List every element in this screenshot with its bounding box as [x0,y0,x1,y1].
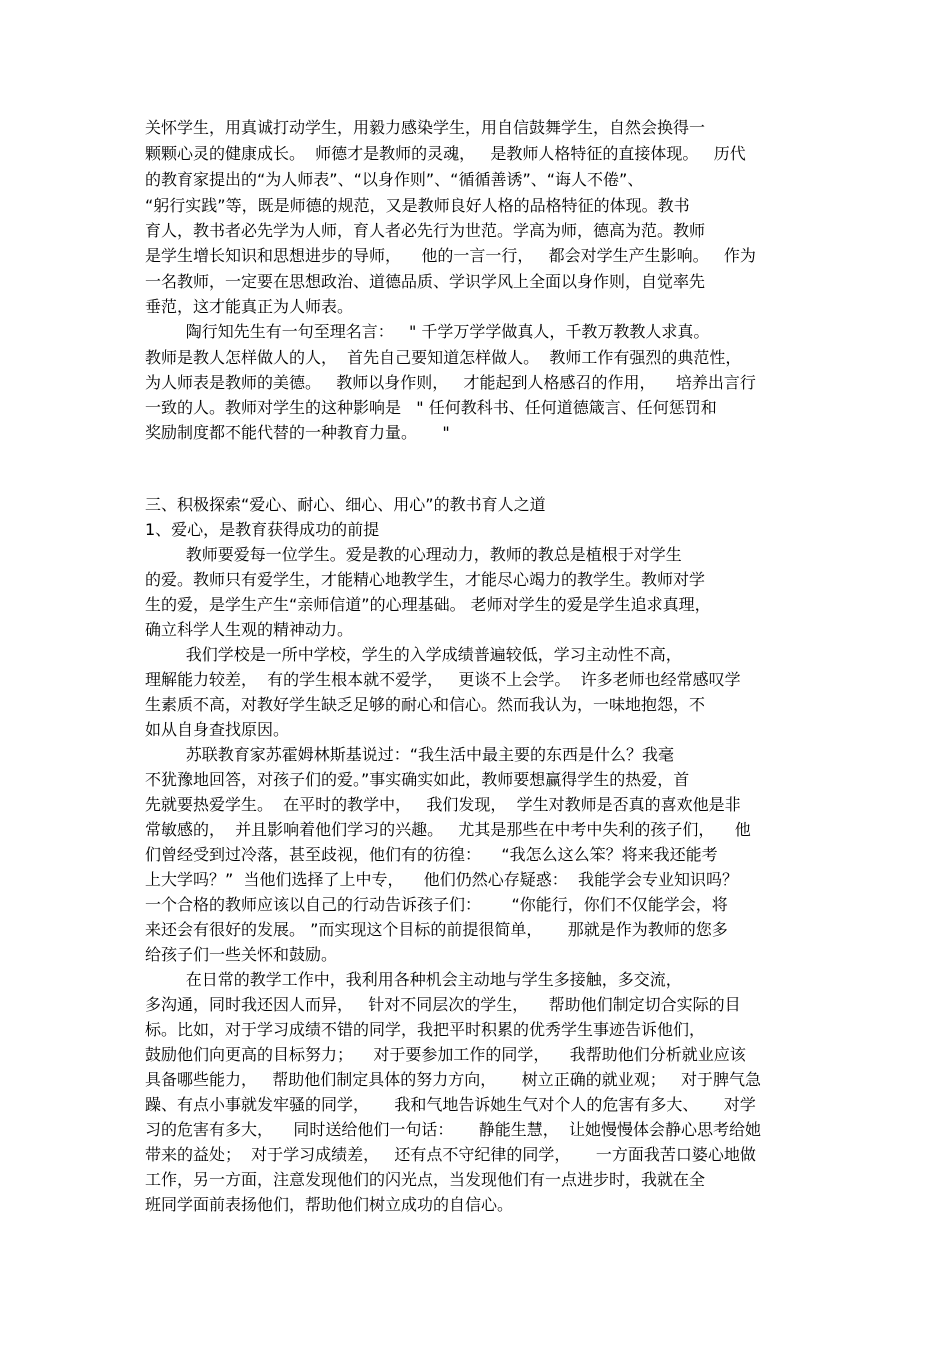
text-line: 不犹豫地回答，对孩子们的爱。”事实确实如此，教师要想赢得学生的热爱，首 [145,770,690,789]
text-line: 的爱。教师只有爱学生，才能精心地教学生，才能尽心竭力的教学生。教师对学 [145,570,706,589]
text-line: 带来的益处； 对于学习成绩差， 还有点不守纪律的同学， 一方面我苦口婆心地做 [145,1145,756,1164]
text-line: 多沟通，同时我还因人而异， 针对不同层次的学生， 帮助他们制定切合实际的目 [145,995,741,1014]
text-line: 习的危害有多大， 同时送给他们一句话： 静能生慧， 让她慢慢体会静心思考给她 [145,1120,761,1139]
text-line: 上大学吗？” 当他们选择了上中专， 他们仍然心存疑惑： 我能学会专业知识吗？ [145,870,738,889]
text-line: 奖励制度都不能代替的一种教育力量。 " [145,423,450,442]
section-heading: 三、积极探索“爱心、耐心、细心、用心”的教书育人之道 [145,495,546,514]
text-line: 陶行知先生有一句至理名言： " 千学万学学做真人，千教万教教人求真。 [145,322,710,341]
text-line: 的教育家提出的“为人师表”、“以身作则”、“循循善诱”、“诲人不倦”、 [145,170,644,189]
subsection-heading: 1、爱心，是教育获得成功的前提 [145,520,380,539]
text-line: 是学生增长知识和思想进步的导师， 他的一言一行， 都会对学生产生影响。 作为 [145,246,756,265]
text-line: 一名教师，一定要在思想政治、道德品质、学识学风上全面以身作则，自觉率先 [145,272,706,291]
text-line: 颗颗心灵的健康成长。 师德才是教师的灵魂， 是教师人格特征的直接体现。 历代 [145,144,746,163]
text-line: 一个合格的教师应该以自己的行动告诉孩子们： “你能行，你们不仅能学会，将 [145,895,728,914]
text-line: 来还会有很好的发展。 ”而实现这个目标的前提很简单， 那就是作为教师的您多 [145,920,728,939]
text-line: 苏联教育家苏霍姆林斯基说过：“我生活中最主要的东西是什么？我毫 [145,745,674,764]
text-line: 我们学校是一所中学校，学生的入学成绩普遍较低，学习主动性不高， [145,645,682,664]
text-line: 先就要热爱学生。 在平时的教学中， 我们发现， 学生对教师是否真的喜欢他是非 [145,795,741,814]
text-line: 生的爱，是学生产生“亲师信道”的心理基础。 老师对学生的爱是学生追求真理， [145,595,711,614]
text-line: 一致的人。教师对学生的这种影响是 " 任何教科书、任何道德箴言、任何惩罚和 [145,398,717,417]
text-line: 教师是教人怎样做人的人， 首先自己要知道怎样做人。 教师工作有强烈的典范性， [145,348,742,367]
text-line: 具备哪些能力， 帮助他们制定具体的努力方向， 树立正确的就业观； 对于脾气急 [145,1070,761,1089]
text-line: 班同学面前表扬他们，帮助他们树立成功的自信心。 [145,1195,514,1214]
text-line: 鼓励他们向更高的目标努力； 对于要参加工作的同学， 我帮助他们分析就业应该 [145,1045,746,1064]
text-line: 教师要爱每一位学生。爱是教的心理动力，教师的教总是植根于对学生 [145,545,682,564]
text-line: 给孩子们一些关怀和鼓励。 [145,945,338,964]
text-line: 工作，另一方面，注意发现他们的闪光点，当发现他们有一点进步时，我就在全 [145,1170,706,1189]
text-line: 为人师表是教师的美德。 教师以身作则， 才能起到人格感召的作用， 培养出言行 [145,373,756,392]
text-line: 常敏感的， 并且影响着他们学习的兴趣。 尤其是那些在中考中失利的孩子们， 他 [145,820,751,839]
text-line: 育人，教书者必先学为人师，育人者必先行为世范。学高为师，德高为范。教师 [145,221,706,240]
text-line: “躬行实践”等，既是师德的规范，又是教师良好人格的品格特征的体现。教书 [145,196,690,215]
text-line: 们曾经受到过冷落，甚至歧视，他们有的彷徨： “我怎么这么笨？将来我还能考 [145,845,718,864]
text-line: 如从自身查找原因。 [145,720,290,739]
text-line: 在日常的教学工作中，我利用各种机会主动地与学生多接触，多交流， [145,970,682,989]
text-line: 理解能力较差， 有的学生根本就不爱学， 更谈不上会学。 许多老师也经常感叹学 [145,670,741,689]
text-line: 生素质不高，对教好学生缺乏足够的耐心和信心。然而我认为，一味地抱怨，不 [145,695,706,714]
text-line: 躁、有点小事就发牢骚的同学， 我和气地告诉她生气对个人的危害有多大、 对学 [145,1095,756,1114]
text-line: 垂范，这才能真正为人师表。 [145,297,354,316]
text-line: 确立科学人生观的精神动力。 [145,620,354,639]
text-line: 关怀学生，用真诚打动学生，用毅力感染学生，用自信鼓舞学生，自然会换得一 [145,118,706,137]
text-line: 标。比如，对于学习成绩不错的同学，我把平时积累的优秀学生事迹告诉他们， [145,1020,706,1039]
